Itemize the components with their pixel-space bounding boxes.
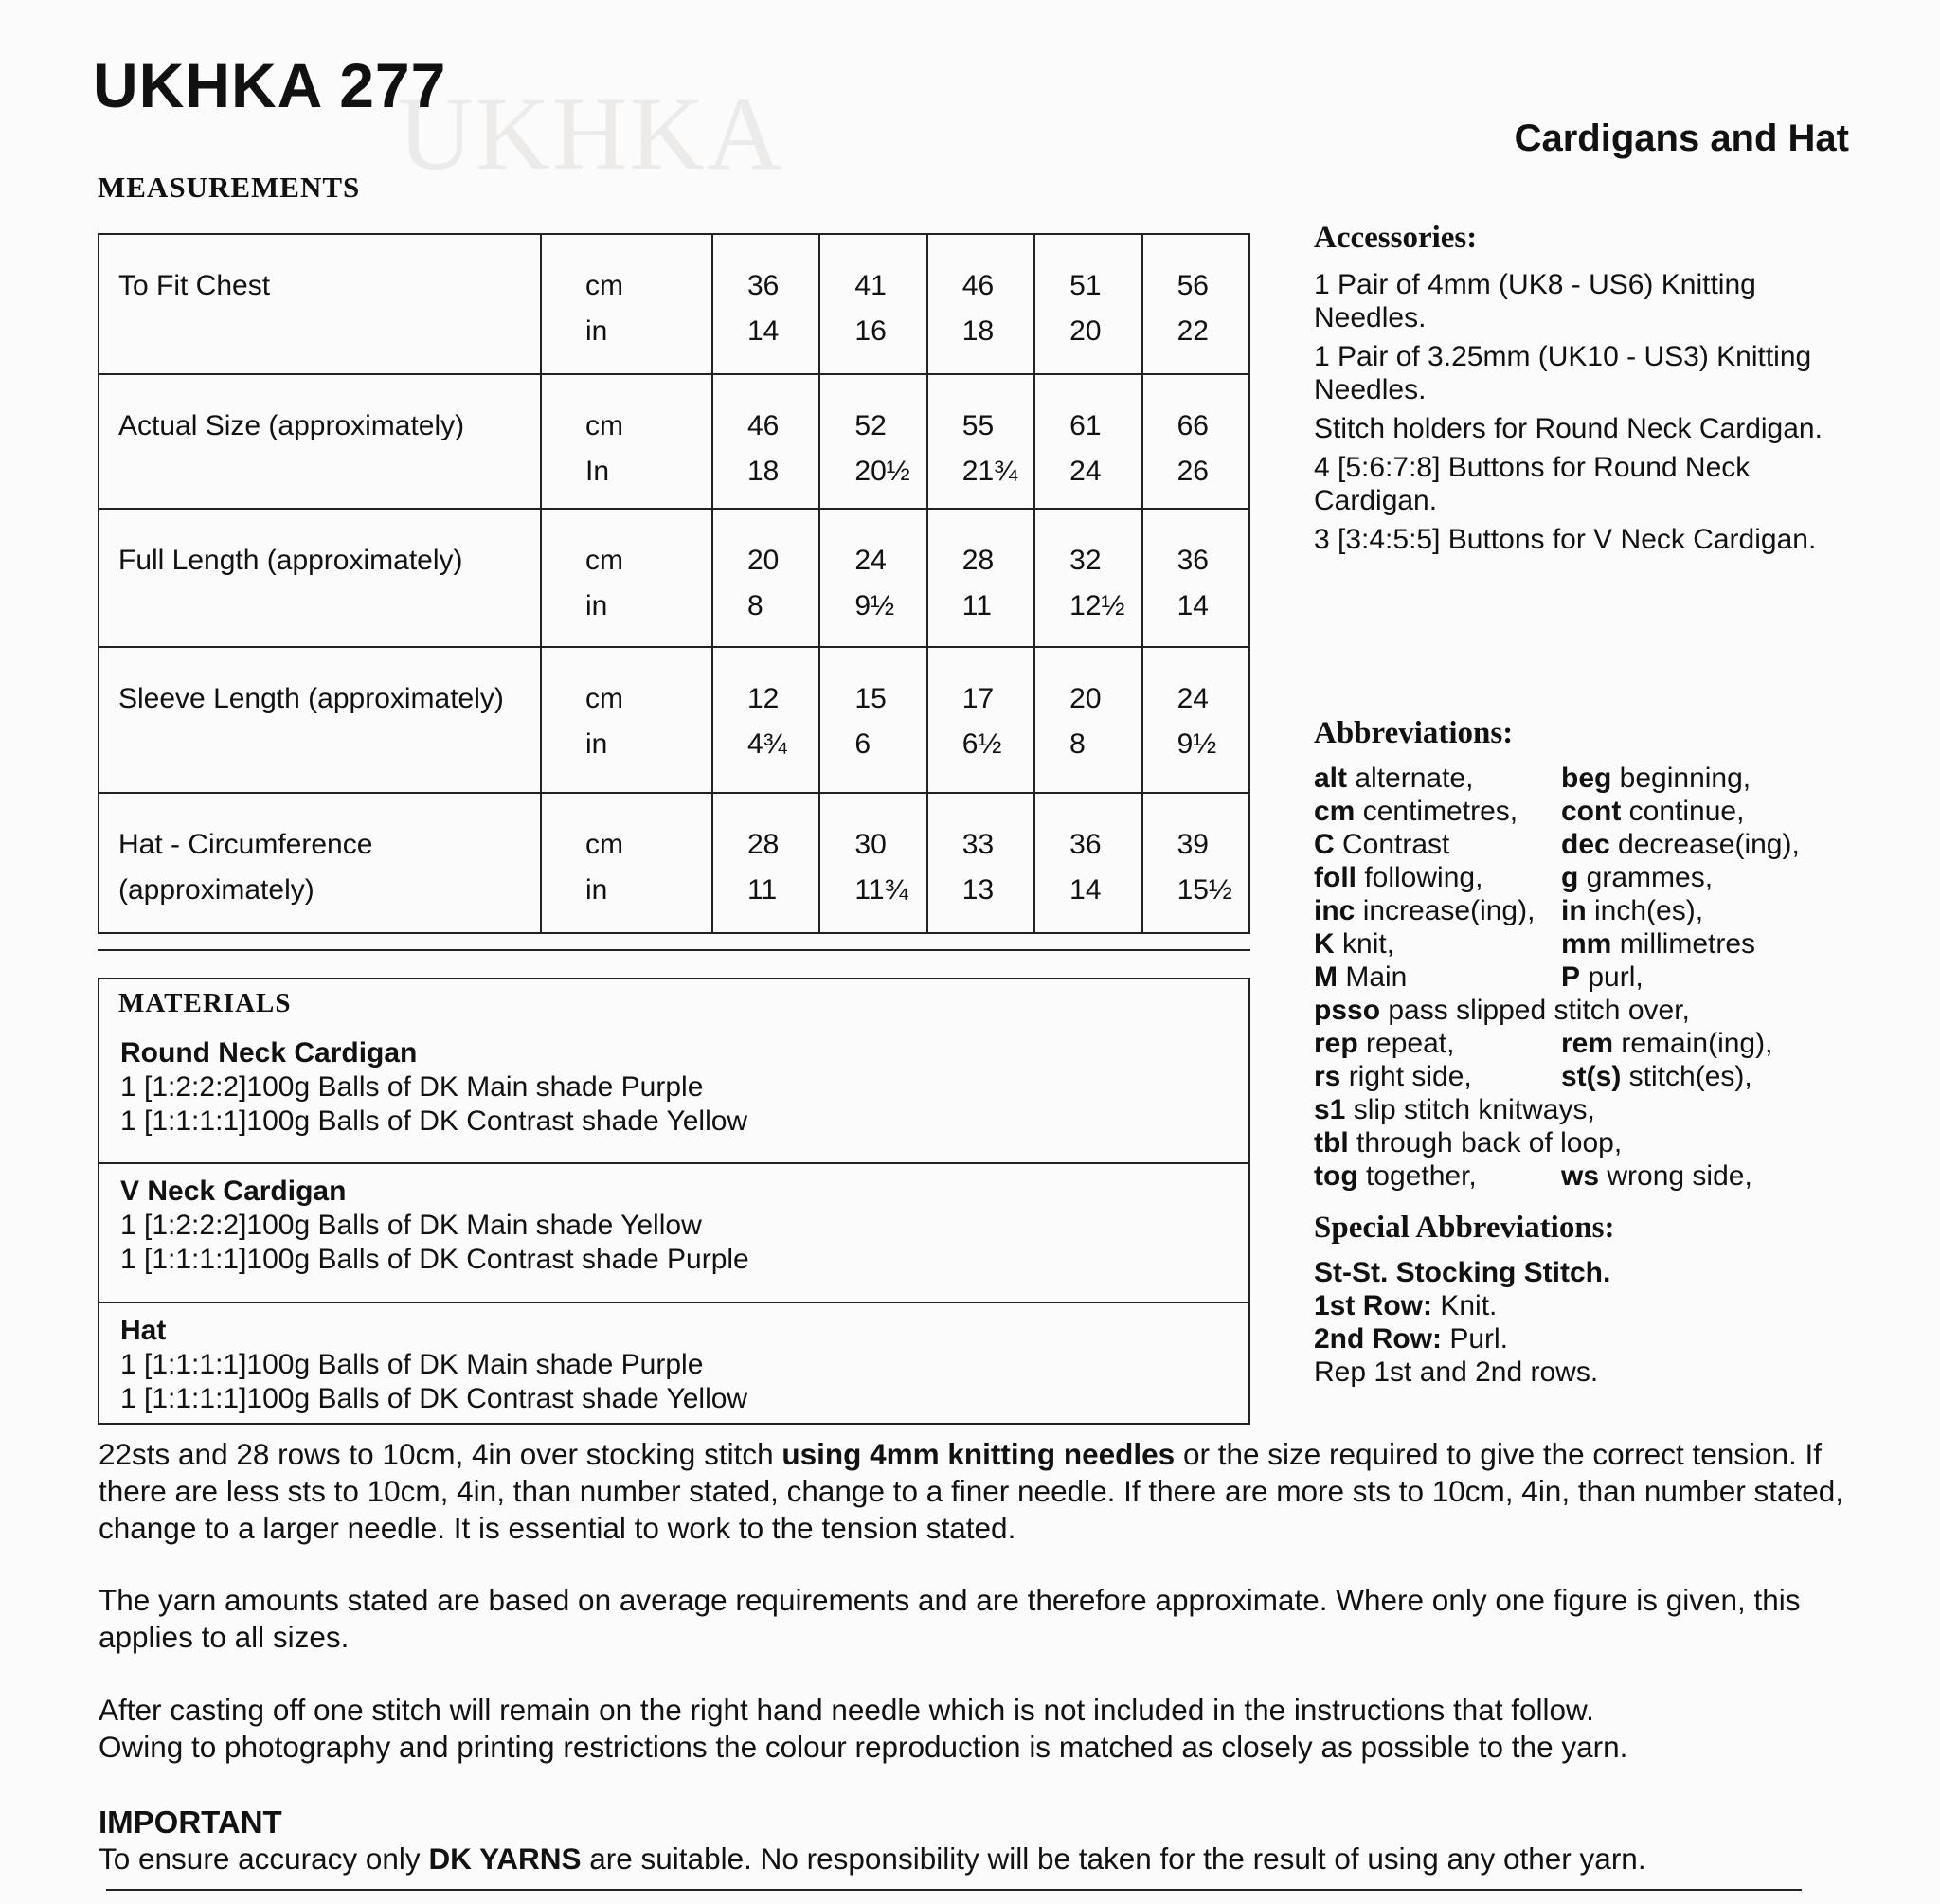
size-value-cm: 51 [1069, 270, 1102, 301]
measurement-label [99, 374, 541, 509]
abbreviation-row [1314, 828, 1844, 861]
measurement-label [99, 647, 541, 793]
abbreviations-heading: Abbreviations: [1314, 716, 1514, 750]
material-line: 1 [1:2:2:2]100g Balls of DK Main shade Purple [120, 1071, 704, 1103]
abbreviation-definition: centimetres, [1355, 796, 1518, 827]
size-value-in: 26 [1177, 456, 1209, 487]
abbreviation-term: cont [1561, 796, 1622, 827]
size-value-cell [1142, 509, 1249, 647]
abbreviation-entry [1561, 1027, 1772, 1060]
size-value-cell [927, 374, 1034, 509]
abbreviation-definition: grammes, [1578, 862, 1714, 893]
abbreviation-term: cm [1314, 796, 1356, 827]
material-name: Hat [120, 1315, 167, 1346]
size-value-in: 14 [1177, 590, 1209, 621]
abbreviation-row [1314, 994, 1844, 1027]
abbreviation-row [1314, 961, 1844, 994]
size-value-in: 11 [747, 874, 778, 906]
size-value-cell [1034, 234, 1141, 374]
measurement-row [99, 374, 1249, 509]
size-value-cm: 56 [1177, 270, 1209, 301]
important-pre: To ensure accuracy only [99, 1841, 429, 1876]
unit-label: in [585, 728, 608, 760]
size-value-cell [927, 234, 1034, 374]
abbreviation-row [1314, 1159, 1844, 1193]
size-value-in: 16 [854, 315, 887, 347]
measurement-units [541, 647, 712, 793]
size-value-cell [819, 509, 926, 647]
measurement-units [541, 793, 712, 933]
measurement-label-line: (approximately) [118, 874, 314, 906]
size-value-cell [927, 647, 1034, 793]
important-heading: IMPORTANT [99, 1805, 282, 1840]
abbreviation-entry [1561, 795, 1744, 828]
materials-divider [99, 1302, 1248, 1303]
material-name: Round Neck Cardigan [120, 1037, 418, 1069]
abbreviation-row [1314, 1126, 1844, 1159]
size-value-cell [712, 374, 819, 509]
abbreviation-entry [1561, 1060, 1752, 1093]
material-line: 1 [1:1:1:1]100g Balls of DK Contrast shade Purple [120, 1244, 749, 1275]
measurements-heading: MEASUREMENTS [98, 171, 361, 204]
abbreviation-definition: following, [1356, 862, 1483, 893]
size-value-cell [1034, 793, 1141, 933]
accessories-heading: Accessories: [1314, 221, 1478, 255]
size-value-cm: 15 [854, 683, 887, 714]
size-value-cell [712, 647, 819, 793]
materials-box [98, 978, 1250, 1425]
accessory-item: 4 [5:6:7:8] Buttons for Round Neck Cardigan. [1314, 452, 1751, 516]
size-value-cell [1142, 793, 1249, 933]
divider-line [98, 949, 1250, 951]
unit-label: in [585, 315, 608, 347]
abbreviation-term: beg [1561, 763, 1612, 794]
accessory-item: 1 Pair of 4mm (UK8 - US6) Knitting Needles. [1314, 269, 1756, 333]
size-value-cell [819, 793, 926, 933]
abbreviation-term: st(s) [1561, 1061, 1622, 1092]
row-text: Purl. [1442, 1323, 1509, 1355]
abbreviation-entry [1561, 828, 1800, 861]
measurement-row [99, 234, 1249, 374]
size-value-cm: 46 [747, 410, 780, 441]
measurement-row [99, 509, 1249, 647]
size-value-cell [1142, 647, 1249, 793]
abbreviation-definition: together, [1357, 1160, 1477, 1192]
abbreviation-row [1314, 762, 1844, 795]
size-value-cell [927, 509, 1034, 647]
size-value-in: 22 [1177, 315, 1209, 347]
document-subtitle: Cardigans and Hat [1514, 117, 1849, 159]
abbreviation-term: dec [1561, 829, 1610, 860]
size-value-cell [1034, 509, 1141, 647]
abbreviation-term: ws [1561, 1160, 1600, 1192]
abbreviation-entry [1314, 861, 1482, 894]
abbreviation-definition: increase(ing), [1355, 895, 1536, 926]
material-line: 1 [1:1:1:1]100g Balls of DK Contrast shade Yellow [120, 1383, 748, 1414]
size-value-in: 9½ [854, 590, 895, 621]
size-value-in: 14 [747, 315, 780, 347]
size-value-cm: 36 [1177, 545, 1209, 576]
abbreviation-term: rem [1561, 1028, 1614, 1059]
material-name: V Neck Cardigan [120, 1176, 347, 1207]
abbreviation-definition: through back of loop, [1348, 1127, 1623, 1159]
abbreviation-definition: inch(es), [1586, 895, 1704, 926]
abbreviation-entry [1314, 795, 1518, 828]
materials-heading: MATERIALS [118, 988, 292, 1018]
abbreviation-definition: right side, [1340, 1061, 1472, 1092]
size-value-cm: 41 [854, 270, 887, 301]
abbreviation-term: s1 [1314, 1094, 1346, 1125]
accessory-item: 1 Pair of 3.25mm (UK10 - US3) Knitting Needles. [1314, 341, 1812, 405]
abbreviation-definition: pass slipped stitch over, [1380, 995, 1690, 1026]
size-value-in: 18 [961, 315, 995, 347]
unit-label: cm [585, 683, 623, 714]
bottom-rule [106, 1889, 1802, 1891]
photography-note: Owing to photography and printing restrictions the colour reproduction is matched as closely as possible to the yarn. [99, 1730, 1628, 1764]
tension-text: or the size required to give the correct tension. If there are less sts to 10cm, 4in, than number stated, change to a finer needle. If there are more sts to 10cm, 4in, than number stated, change to a larger needle. It is essential to work to the tension stated. [99, 1437, 1844, 1545]
size-value-cell [712, 793, 819, 933]
special-abbreviation-title: St-St. Stocking Stitch. [1314, 1257, 1611, 1288]
yarn-note: The yarn amounts stated are based on average requirements and are therefore approximate. Where only one figure is given, this applies to all sizes. [99, 1583, 1801, 1654]
measurement-label-line: Hat - Circumference [118, 829, 373, 860]
abbreviation-entry [1314, 1060, 1472, 1093]
size-value-in: 11 [961, 590, 992, 621]
tension-paragraph [99, 1436, 1860, 1547]
abbreviation-row [1314, 1060, 1844, 1093]
abbreviation-definition: wrong side, [1599, 1160, 1752, 1192]
tension-needles: using 4mm knitting needles [781, 1437, 1176, 1471]
casting-note: After casting off one stitch will remain on the right hand needle which is not included in the instructions that follow. [99, 1693, 1594, 1727]
abbreviation-entry [1314, 1159, 1477, 1193]
size-value-cm: 12 [747, 683, 780, 714]
abbreviation-definition: stitch(es), [1621, 1061, 1752, 1092]
materials-round-neck [99, 1036, 1248, 1139]
important-bold: DK YARNS [428, 1841, 582, 1876]
abbreviation-definition: beginning, [1611, 763, 1751, 794]
abbreviation-definition: knit, [1334, 928, 1395, 960]
document-title: UKHKA 277 [93, 50, 447, 120]
abbreviation-definition: continue, [1621, 796, 1745, 827]
materials-v-neck [99, 1175, 1248, 1277]
size-value-cell [819, 234, 926, 374]
size-value-in: 15½ [1177, 874, 1232, 906]
size-value-cm: 28 [747, 829, 780, 860]
size-value-cm: 20 [747, 545, 780, 576]
special-row-2 [1314, 1322, 1844, 1356]
unit-label: in [585, 590, 608, 621]
size-value-cell [712, 509, 819, 647]
accessory-item: Stitch holders for Round Neck Cardigan. [1314, 413, 1823, 444]
abbreviation-term: in [1561, 895, 1587, 926]
measurement-label-line: Actual Size (approximately) [118, 410, 465, 441]
abbreviation-entry [1561, 861, 1713, 894]
size-value-in: 12½ [1069, 590, 1125, 621]
abbreviation-entry [1561, 961, 1644, 994]
special-row-1 [1314, 1289, 1844, 1322]
abbreviation-definition: Main [1338, 961, 1408, 993]
abbreviation-entry [1561, 762, 1751, 795]
size-value-cell [712, 234, 819, 374]
accessory-item: 3 [3:4:5:5] Buttons for V Neck Cardigan. [1314, 524, 1817, 555]
abbreviation-definition: Contrast [1334, 829, 1450, 860]
abbreviation-term: rs [1314, 1061, 1341, 1092]
material-line: 1 [1:1:1:1]100g Balls of DK Main shade Purple [120, 1349, 704, 1380]
row-label: 2nd Row: [1314, 1323, 1442, 1355]
size-value-cm: 28 [961, 545, 995, 576]
size-value-cm: 66 [1177, 410, 1209, 441]
unit-label: In [585, 456, 610, 487]
size-value-cm: 61 [1069, 410, 1102, 441]
size-value-cell [1142, 374, 1249, 509]
measurement-label [99, 234, 541, 374]
size-value-cm: 24 [854, 545, 887, 576]
abbreviation-row [1314, 927, 1844, 961]
size-value-in: 6½ [961, 728, 1002, 760]
special-abbreviations-heading: Special Abbreviations: [1314, 1211, 1615, 1245]
abbreviation-entry [1314, 961, 1407, 994]
abbreviation-definition: alternate, [1347, 763, 1474, 794]
abbreviation-definition: remain(ing), [1613, 1028, 1773, 1059]
abbreviation-definition: purl, [1580, 961, 1644, 993]
abbreviation-entry [1314, 1027, 1454, 1060]
abbreviation-entry [1314, 894, 1535, 927]
size-value-cm: 33 [961, 829, 995, 860]
unit-label: cm [585, 410, 623, 441]
measurements-table [98, 233, 1250, 934]
size-value-cm: 36 [1069, 829, 1102, 860]
unit-label: in [585, 874, 608, 906]
size-value-in: 8 [747, 590, 763, 621]
row-text: Knit. [1432, 1290, 1498, 1321]
important-post: are suitable. No responsibility will be taken for the result of using any other yarn. [581, 1841, 1646, 1876]
size-value-cm: 55 [961, 410, 995, 441]
measurement-row [99, 793, 1249, 933]
unit-label: cm [585, 829, 623, 860]
unit-label: cm [585, 545, 623, 576]
measurement-label-line: Sleeve Length (approximately) [118, 683, 504, 714]
row-label: 1st Row: [1314, 1290, 1433, 1321]
size-value-in: 21¾ [961, 456, 1018, 487]
abbreviation-term: tog [1314, 1160, 1358, 1192]
abbreviation-term: M [1314, 961, 1338, 993]
abbreviation-term: P [1561, 961, 1581, 993]
size-value-cell [819, 374, 926, 509]
abbreviation-term: rep [1314, 1028, 1358, 1059]
size-value-cm: 20 [1069, 683, 1102, 714]
size-value-cm: 30 [854, 829, 887, 860]
abbreviation-row [1314, 861, 1844, 894]
size-value-cm: 36 [747, 270, 780, 301]
abbreviations-list [1314, 762, 1844, 1193]
abbreviation-entry [1314, 1126, 1622, 1159]
measurement-label-line: To Fit Chest [118, 270, 271, 301]
size-value-in: 6 [854, 728, 871, 760]
abbreviation-entry [1314, 828, 1449, 861]
abbreviation-definition: slip stitch knitways, [1345, 1094, 1595, 1125]
watermark: UKHKA [398, 76, 784, 191]
abbreviation-row [1314, 894, 1844, 927]
special-repeat: Rep 1st and 2nd rows. [1314, 1356, 1599, 1388]
measurement-row [99, 647, 1249, 793]
abbreviation-entry [1314, 994, 1690, 1027]
size-value-cell [1034, 374, 1141, 509]
abbreviation-term: mm [1561, 928, 1612, 960]
abbreviation-term: K [1314, 928, 1335, 960]
material-line: 1 [1:2:2:2]100g Balls of DK Main shade Yellow [120, 1210, 702, 1241]
size-value-in: 11¾ [854, 874, 908, 906]
abbreviation-term: g [1561, 862, 1579, 893]
abbreviation-entry [1314, 1093, 1595, 1126]
abbreviation-term: alt [1314, 763, 1348, 794]
abbreviation-entry [1561, 927, 1755, 961]
abbreviation-term: foll [1314, 862, 1356, 893]
abbreviation-definition: millimetres [1611, 928, 1756, 960]
abbreviation-term: tbl [1314, 1127, 1349, 1159]
size-value-in: 13 [961, 874, 995, 906]
size-value-cell [927, 793, 1034, 933]
size-value-cm: 24 [1177, 683, 1209, 714]
size-value-in: 4¾ [747, 728, 787, 760]
size-value-in: 20½ [854, 456, 910, 487]
size-value-in: 8 [1069, 728, 1086, 760]
abbreviation-entry [1314, 762, 1473, 795]
abbreviation-entry [1561, 1159, 1752, 1193]
abbreviation-row [1314, 1027, 1844, 1060]
abbreviation-entry [1561, 894, 1703, 927]
measurement-label-line: Full Length (approximately) [118, 545, 463, 576]
size-value-cm: 17 [961, 683, 995, 714]
unit-label: cm [585, 270, 623, 301]
abbreviation-term: inc [1314, 895, 1356, 926]
material-line: 1 [1:1:1:1]100g Balls of DK Contrast shade Yellow [120, 1105, 748, 1137]
materials-hat [99, 1314, 1248, 1416]
size-value-cm: 52 [854, 410, 887, 441]
abbreviation-definition: decrease(ing), [1609, 829, 1800, 860]
abbreviation-entry [1314, 927, 1394, 961]
size-value-in: 9½ [1177, 728, 1217, 760]
abbreviation-row [1314, 1093, 1844, 1126]
size-value-cm: 32 [1069, 545, 1102, 576]
size-value-cm: 39 [1177, 829, 1209, 860]
measurement-label [99, 509, 541, 647]
size-value-in: 14 [1069, 874, 1102, 906]
size-value-in: 24 [1069, 456, 1102, 487]
size-value-cm: 46 [961, 270, 995, 301]
abbreviation-term: C [1314, 829, 1335, 860]
abbreviation-row [1314, 795, 1844, 828]
size-value-in: 20 [1069, 315, 1102, 347]
materials-divider [99, 1162, 1248, 1164]
size-value-cell [819, 647, 926, 793]
measurement-units [541, 374, 712, 509]
size-value-cell [1142, 234, 1249, 374]
important-text [99, 1841, 1860, 1877]
tension-text: 22sts and 28 rows to 10cm, 4in over stocking stitch [99, 1437, 782, 1471]
abbreviation-term: psso [1314, 995, 1381, 1026]
size-value-in: 18 [747, 456, 780, 487]
size-value-cell [1034, 647, 1141, 793]
measurement-units [541, 509, 712, 647]
measurement-units [541, 234, 712, 374]
measurement-label [99, 793, 541, 933]
accessories-section [1314, 222, 1844, 556]
abbreviation-definition: repeat, [1357, 1028, 1455, 1059]
special-abbreviations [1314, 1212, 1844, 1389]
